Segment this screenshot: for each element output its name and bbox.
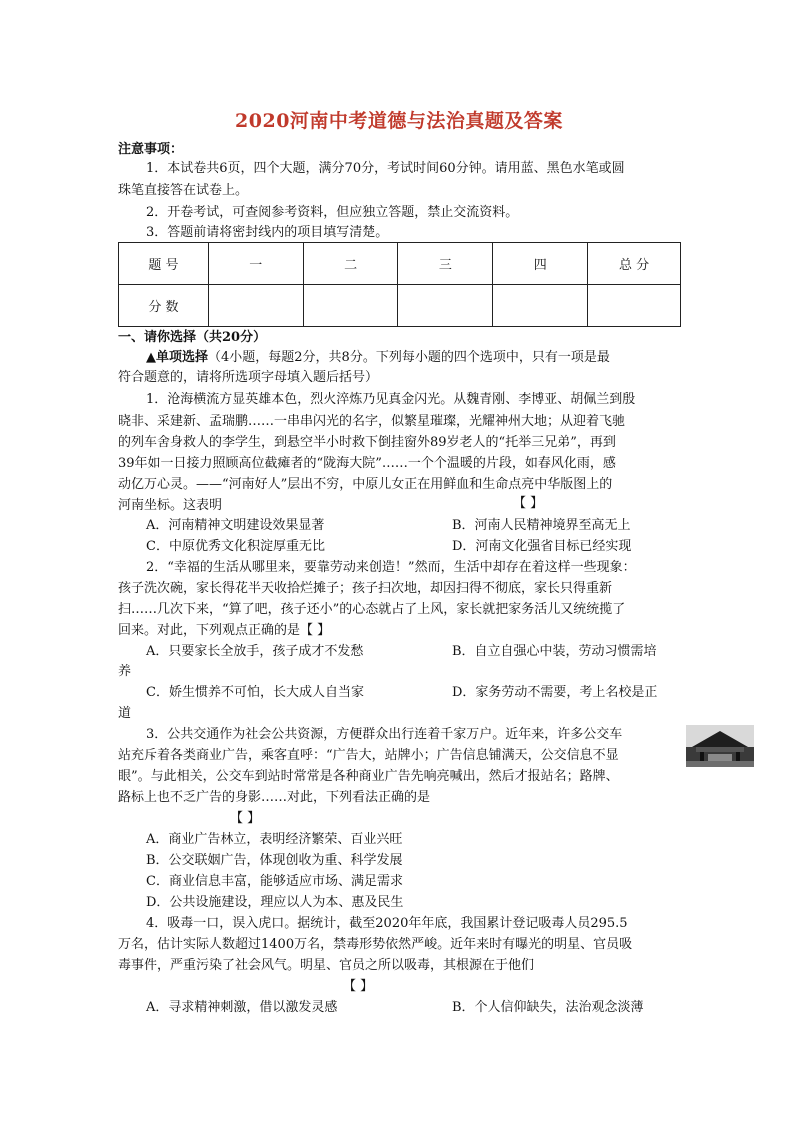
q2-option-b-cont: 养 bbox=[118, 664, 132, 679]
score-cell-1[interactable] bbox=[208, 285, 303, 327]
score-header-total: 总 分 bbox=[588, 243, 681, 285]
q3-option-d[interactable]: D．公共设施建设，理应以人为本、惠及民生 bbox=[146, 895, 404, 910]
section1-sub-desc: （4小题，每题2分，共8分。下列每小题的四个选项中，只有一项是最 bbox=[208, 350, 610, 365]
score-header-1: 一 bbox=[208, 243, 303, 285]
q3-line-3: 眼”。与此相关，公交车到站时常常是各种商业广告先响亮喊出，然后才报站名；路牌、 bbox=[118, 769, 619, 784]
q1-line-1: 1．沧海横流方显英雄本色，烈火淬炼乃见真金闪光。从魏青刚、李博亚、胡佩兰到殷 bbox=[146, 392, 636, 407]
q4-option-a[interactable]: A．寻求精神刺激，借以激发灵感 bbox=[146, 1000, 338, 1015]
score-header-2: 二 bbox=[303, 243, 398, 285]
notice-heading: 注意事项： bbox=[118, 142, 184, 157]
notice-item-1: 1．本试卷共6页，四个大题，满分70分，考试时间60分钟。请用蓝、黑色水笔或圆 bbox=[146, 161, 625, 176]
score-header-3: 三 bbox=[398, 243, 493, 285]
q3-option-b[interactable]: B．公交联姻广告，体现创收为重、科学发展 bbox=[146, 853, 403, 868]
q4-answer-bracket[interactable]: 【 】 bbox=[343, 979, 374, 994]
q3-option-c[interactable]: C．商业信息丰富，能够适应市场、满足需求 bbox=[146, 874, 403, 889]
score-table bbox=[118, 242, 681, 327]
q3-option-a[interactable]: A．商业广告林立，表明经济繁荣、百业兴旺 bbox=[146, 832, 403, 847]
score-cell-4[interactable] bbox=[493, 285, 588, 327]
q2-option-b[interactable]: B．自立自强心中装，劳动习惯需培 bbox=[452, 644, 657, 659]
q1-option-b[interactable]: B．河南人民精神境界至高无上 bbox=[452, 518, 631, 533]
section1-sub-heading: ▲单项选择 bbox=[146, 350, 208, 365]
score-cell-3[interactable] bbox=[398, 285, 493, 327]
q1-line-3: 的列车舍身救人的李学生，到悬空半小时救下倒挂窗外89岁老人的“托举三兄弟”，再到 bbox=[118, 435, 616, 450]
q4-option-b[interactable]: B．个人信仰缺失，法治观念淡薄 bbox=[452, 1000, 644, 1015]
q1-option-a[interactable]: A．河南精神文明建设效果显著 bbox=[146, 518, 325, 533]
section1-heading: 一、请你选择（共20分） bbox=[118, 330, 267, 345]
q2-line-3: 扫……几次下来，“算了吧，孩子还小”的心态就占了上风，家长就把家务活儿又统统揽了 bbox=[118, 602, 626, 617]
notice-item-2: 2．开卷考试，可查阅参考资料，但应独立答题，禁止交流资料。 bbox=[146, 205, 519, 220]
q2-line-4: 回来。对此，下列观点正确的是【 】 bbox=[118, 623, 331, 638]
score-cell-2[interactable] bbox=[303, 285, 398, 327]
q2-option-a[interactable]: A．只要家长全放手，孩子成才不发愁 bbox=[146, 644, 364, 659]
q1-option-d[interactable]: D．河南文化强省目标已经实现 bbox=[452, 539, 632, 554]
q3-answer-bracket[interactable]: 【 】 bbox=[230, 811, 261, 826]
q4-line-2: 万名，估计实际人数超过1400万名，禁毒形势依然严峻。近年来时有曝光的明星、官员吸 bbox=[118, 937, 633, 952]
q3-line-1: 3．公共交通作为社会公共资源，方便群众出行连着千家万户。近年来，许多公交车 bbox=[146, 727, 623, 742]
page-title: 2020河南中考道德与法治真题及答案 bbox=[235, 110, 563, 132]
q2-line-2: 孩子洗次碗，家长得花半天收拾烂摊子；孩子扫次地，却因扫得不彻底，家长只得重新 bbox=[118, 581, 613, 596]
q4-line-3: 毒事件，严重污染了社会风气。明星、官员之所以吸毒，其根源在于他们 bbox=[118, 958, 535, 973]
q2-option-c[interactable]: C．娇生惯养不可怕，长大成人自当家 bbox=[146, 685, 364, 700]
section1-sub-desc-cont: 符合题意的，请将所选项字母填入题后括号） bbox=[118, 370, 379, 385]
bus-stop-illustration-image bbox=[686, 725, 754, 767]
q2-line-1: 2．“幸福的生活从哪里来，要靠劳动来创造！”然而，生活中却存在着这样一些现象： bbox=[146, 560, 636, 575]
q2-option-d-cont: 道 bbox=[118, 706, 132, 721]
score-cell-total[interactable] bbox=[588, 285, 681, 327]
q1-line-5: 动亿万心灵。——“河南好人”层出不穷，中原儿女正在用鲜血和生命点亮中华版图上的 bbox=[118, 477, 613, 492]
q4-line-1: 4．吸毒一口，误入虎口。据统计，截至2020年年底，我国累计登记吸毒人员295.5 bbox=[146, 916, 628, 931]
q1-line-2: 晓非、采建新、孟瑞鹏……一串串闪光的名字，似繁星璀璨，光耀神州大地；从迎着飞驰 bbox=[118, 414, 626, 429]
q1-option-c[interactable]: C．中原优秀文化积淀厚重无比 bbox=[146, 539, 325, 554]
score-header-label: 题 号 bbox=[119, 243, 209, 285]
section1-sub bbox=[146, 350, 610, 366]
score-table-score-row bbox=[119, 285, 681, 327]
q2-option-d[interactable]: D．家务劳动不需要，考上名校是正 bbox=[452, 685, 658, 700]
q1-line-4: 39年如一日接力照顾高位截瘫者的“陇海大院”……一个个温暖的片段，如春风化雨，感 bbox=[118, 456, 616, 471]
score-table-header-row bbox=[119, 243, 681, 285]
q3-line-4: 路标上也不乏广告的身影……对此，下列看法正确的是 bbox=[118, 790, 431, 805]
q1-answer-bracket[interactable]: 【 】 bbox=[513, 496, 544, 511]
q3-line-2: 站充斥着各类商业广告，乘客直呼：“广告大，站牌小；广告信息铺满天，公交信息不显 bbox=[118, 748, 619, 763]
q1-line-6: 河南坐标。这表明 bbox=[118, 498, 223, 513]
score-row-label: 分 数 bbox=[119, 285, 209, 327]
notice-item-3: 3．答题前请将密封线内的项目填写清楚。 bbox=[146, 225, 389, 240]
notice-item-1-cont: 珠笔直接答在试卷上。 bbox=[118, 183, 249, 198]
score-header-4: 四 bbox=[493, 243, 588, 285]
